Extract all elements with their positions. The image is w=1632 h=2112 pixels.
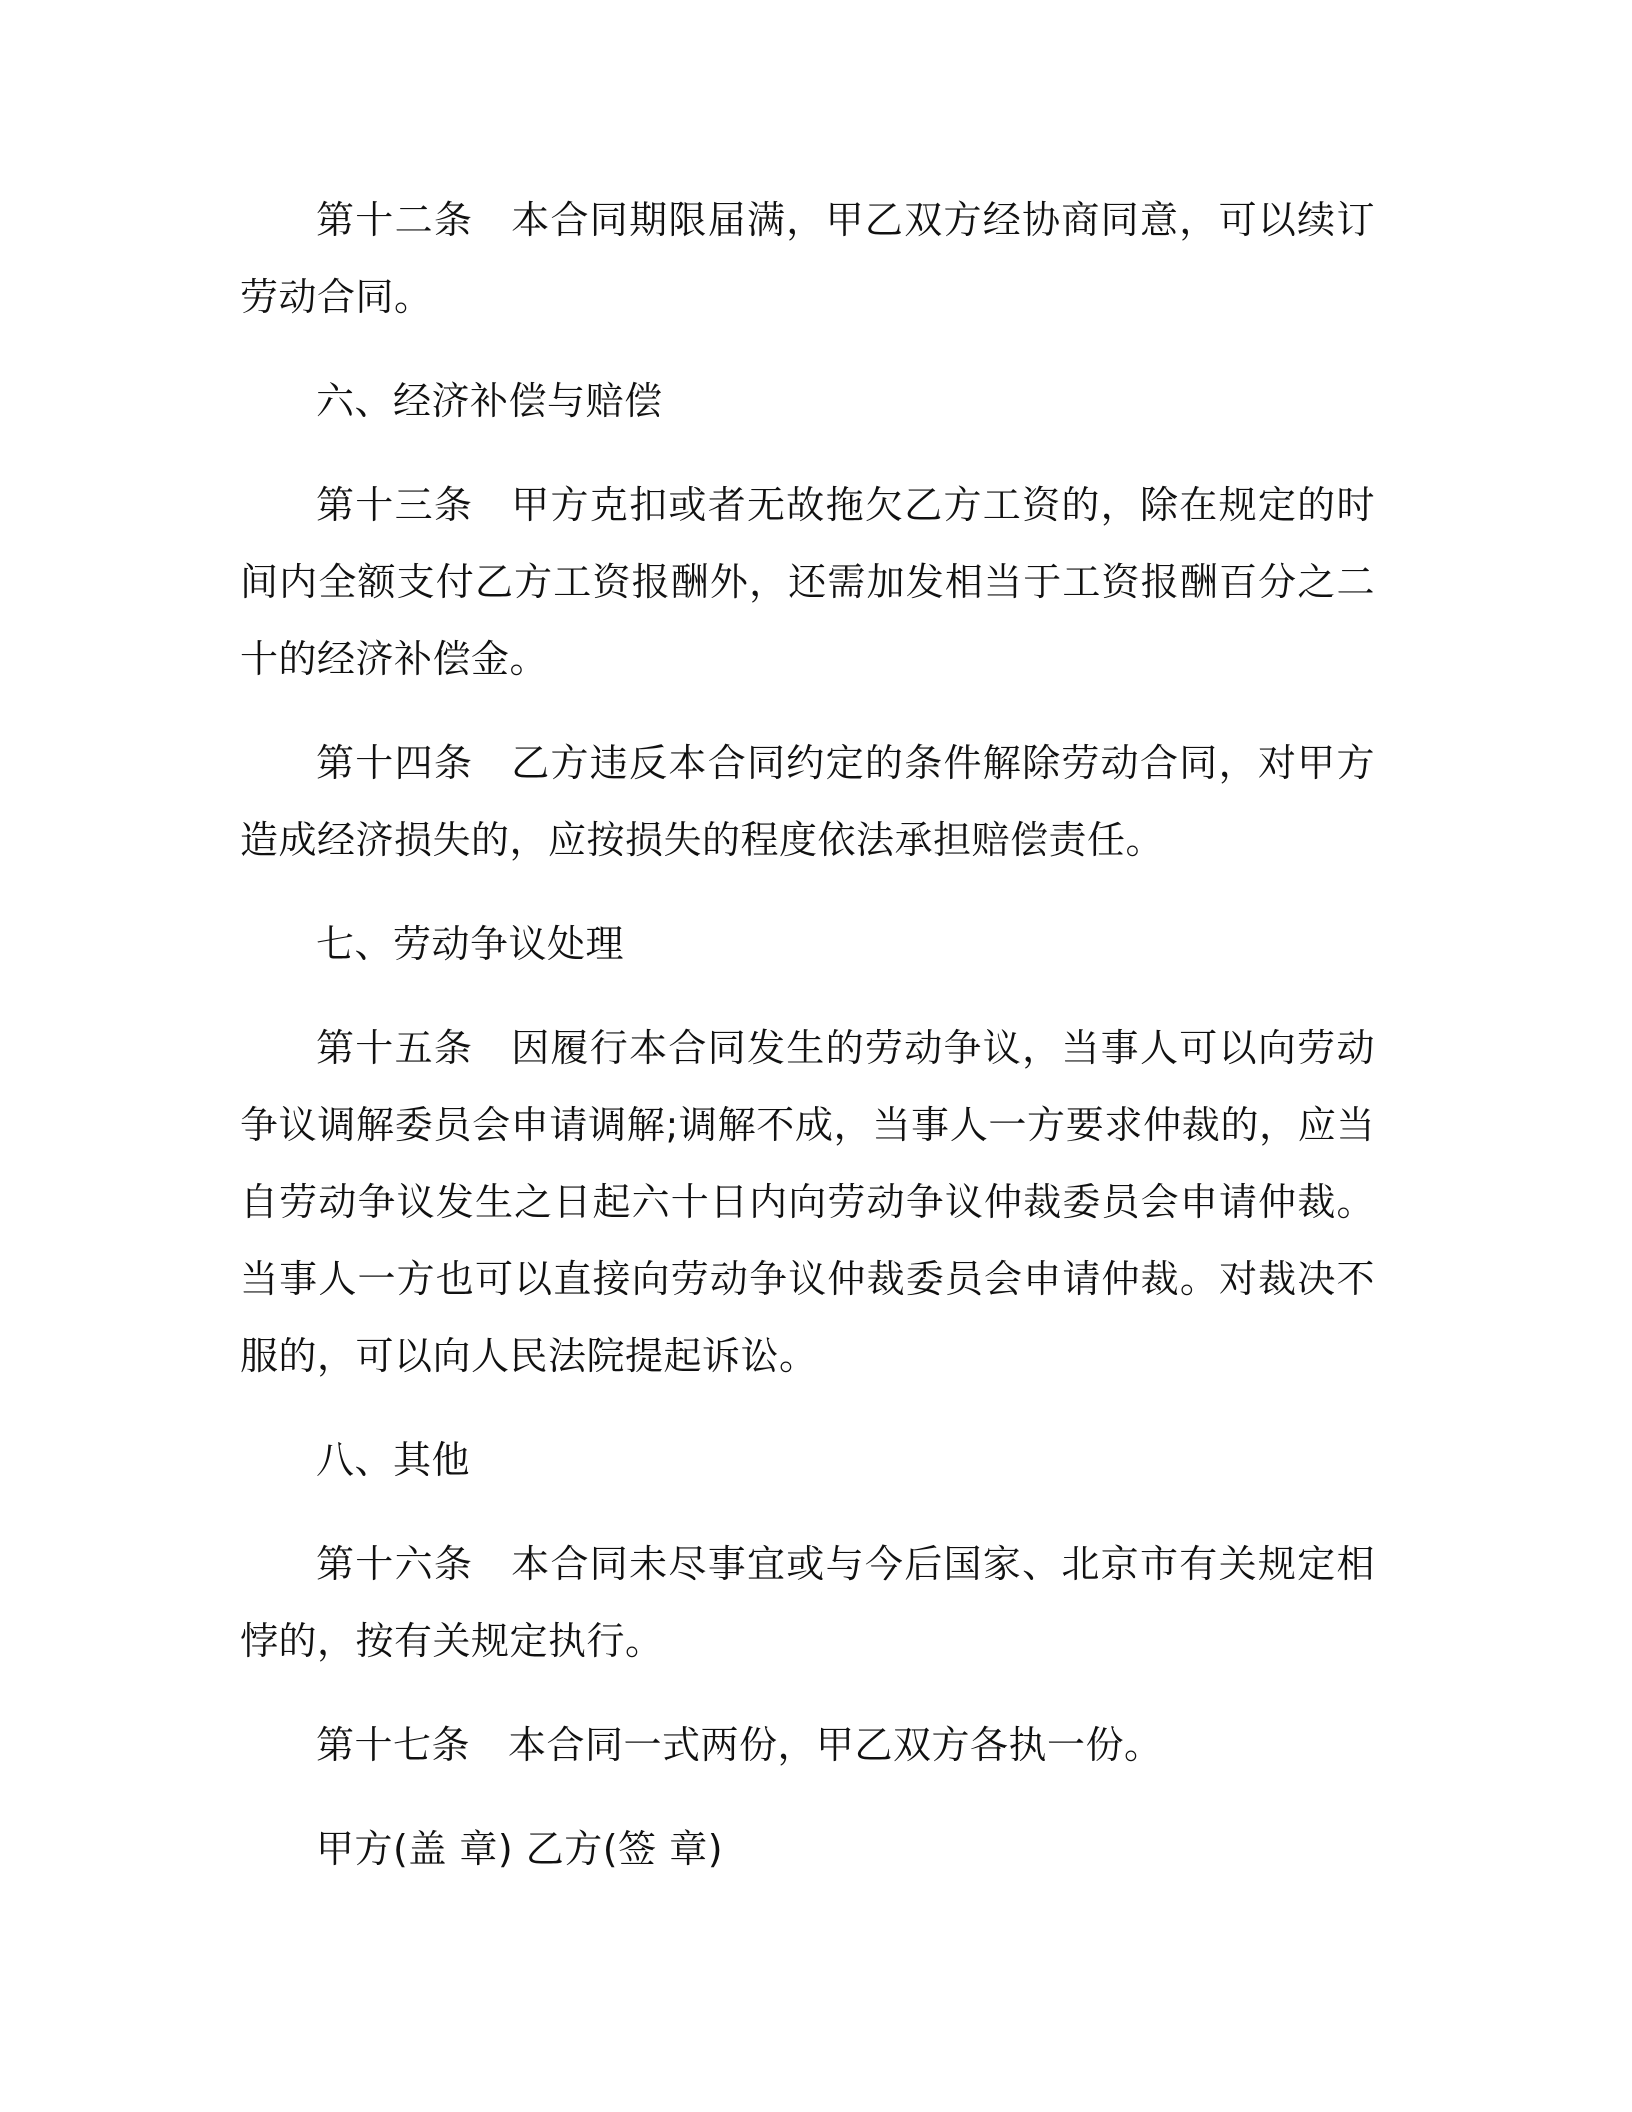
- document-body: [240, 182, 1375, 1915]
- signature-line: 甲方(盖 章) 乙方(签 章): [316, 1827, 724, 1871]
- section-heading-6: 六、经济补偿与赔偿: [316, 379, 663, 423]
- article-text: 乙方违反本合同约定的条件解除劳动合同，对甲方造成经济损失的，应按损失的程度依法承担赔偿责任。: [240, 741, 1375, 862]
- article-text: 因履行本合同发生的劳动争议，当事人可以向劳动争议调解委员会申请调解;调解不成，当事人一方要求仲裁的，应当自劳动争议发生之日起六十日内向劳动争议仲裁委员会申请仲裁。当事人一方也可以直接向劳动争议仲裁委员会申请仲裁。对裁决不服的，可以向人民法院提起诉讼。: [240, 1026, 1375, 1378]
- article-text: 本合同期限届满，甲乙双方经协商同意，可以续订劳动合同。: [240, 198, 1375, 319]
- article-17: [240, 1707, 1375, 1784]
- article-label: 第十四条: [316, 741, 474, 785]
- article-16: [240, 1526, 1375, 1680]
- section-heading-7: 七、劳动争议处理: [316, 922, 625, 966]
- article-label: 第十三条: [316, 483, 474, 527]
- article-12: [240, 182, 1375, 336]
- article-15: [240, 1010, 1375, 1395]
- article-text: 本合同一式两份，甲乙双方各执一份。: [508, 1723, 1163, 1767]
- article-text: 本合同未尽事宜或与今后国家、北京市有关规定相悖的，按有关规定执行。: [240, 1542, 1375, 1663]
- article-label: 第十七条: [316, 1723, 471, 1767]
- article-label: 第十五条: [316, 1026, 474, 1070]
- article-13: [240, 467, 1375, 698]
- article-text: 甲方克扣或者无故拖欠乙方工资的，除在规定的时间内全额支付乙方工资报酬外，还需加发相当于工资报酬百分之二十的经济补偿金。: [240, 483, 1375, 681]
- article-14: [240, 725, 1375, 879]
- article-label: 第十六条: [316, 1542, 474, 1586]
- section-heading-8: 八、其他: [316, 1438, 471, 1482]
- article-label: 第十二条: [316, 198, 474, 242]
